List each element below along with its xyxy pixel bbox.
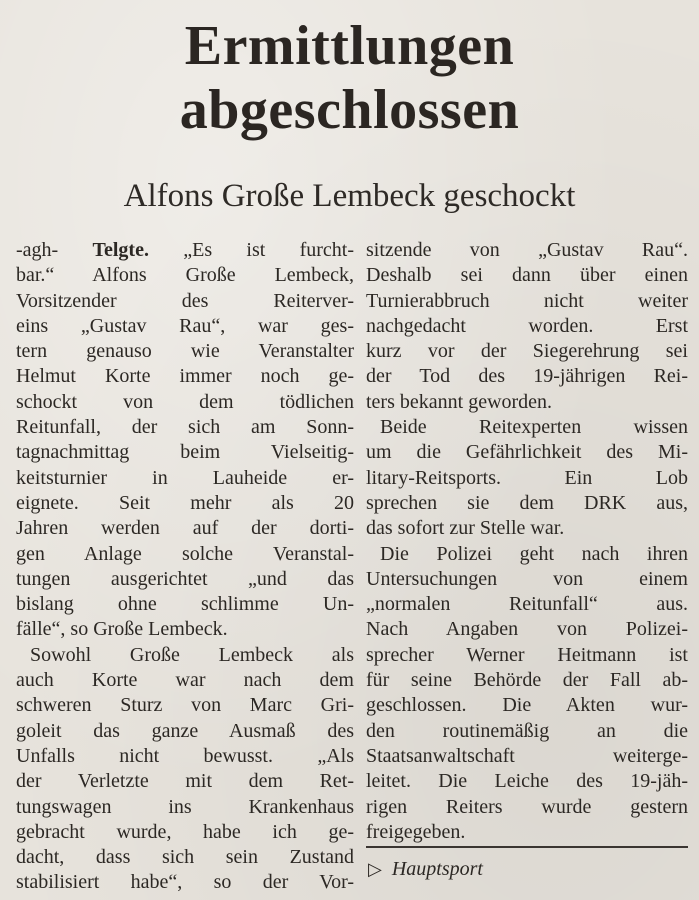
- dateline: Telgte.: [92, 239, 149, 261]
- article-line: der Verletzte mit dem Ret-: [16, 770, 354, 793]
- article-line: den routinemäßig an die: [366, 719, 688, 742]
- headline-line-2: abgeschlossen: [179, 79, 520, 141]
- article-line: um die Gefährlichkeit des Mi-: [366, 441, 688, 464]
- article-line: eignete. Seit mehr als 20: [16, 491, 354, 514]
- section-reference-label: Hauptsport: [391, 858, 483, 880]
- article-line: Vorsitzender des Reiterver-: [16, 289, 354, 312]
- section-reference: [368, 856, 483, 882]
- article-line: „normalen Reitunfall“ aus.: [366, 593, 688, 616]
- article-line: Unfalls nicht bewusst. „Als: [16, 744, 354, 767]
- article-line: bar.“ Alfons Große Lembeck,: [16, 264, 354, 287]
- article-line: Die Polizei geht nach ihren: [380, 542, 688, 565]
- article-line: leitet. Die Leiche des 19-jäh-: [366, 770, 688, 793]
- article-line: eins „Gustav Rau“, war ges-: [16, 314, 354, 337]
- article-line: stabilisiert habe“, so der Vor-: [16, 871, 354, 894]
- article-line: tern genauso wie Veranstalter: [16, 340, 354, 363]
- article-column-left: [16, 238, 354, 896]
- article-line: Helmut Korte immer noch ge-: [16, 365, 354, 388]
- article-line: sprecher Werner Heitmann ist: [366, 643, 688, 666]
- article-line: ters bekannt geworden.: [366, 390, 553, 413]
- article-line: schockt von dem tödlichen: [16, 390, 354, 413]
- article-line: freigegeben.: [366, 820, 466, 843]
- article-line: tagnachmittag beim Vielseitig-: [16, 441, 354, 464]
- article-line: geschlossen. Die Akten wur-: [366, 694, 688, 717]
- article-line: Turnierabbruch nicht weiter: [366, 289, 688, 312]
- headline: [0, 14, 699, 142]
- reference-divider: [366, 846, 688, 848]
- article-line: sitzende von „Gustav Rau“.: [366, 239, 688, 261]
- article-line: der Tod des 19-jährigen Rei-: [366, 365, 688, 388]
- article-line: schweren Sturz von Marc Gri-: [16, 694, 354, 717]
- article-line: Reitunfall, der sich am Sonn-: [16, 416, 354, 439]
- article-line: litary-Reitsports. Ein Lob: [366, 466, 688, 489]
- article-line: sprechen sie dem DRK aus,: [366, 491, 688, 514]
- article-column-right: [366, 238, 688, 845]
- article-line: rigen Reiters wurde gestern: [366, 795, 688, 818]
- triangle-right-icon: ▷: [368, 859, 382, 879]
- article-line: Nach Angaben von Polizei-: [366, 618, 688, 641]
- article-line: keitsturnier in Lauheide er-: [16, 466, 354, 489]
- article-line: Beide Reitexperten wissen: [380, 416, 688, 439]
- article-line: auch Korte war nach dem: [16, 669, 354, 692]
- article-line-text: „Es ist furcht-: [183, 239, 354, 261]
- article-line: Jahren werden auf der dorti-: [16, 517, 354, 540]
- article-line: gebracht wurde, habe ich ge-: [16, 820, 354, 843]
- article-line: dacht, dass sich sein Zustand: [16, 846, 354, 869]
- byline: -agh-: [16, 239, 59, 261]
- article-line: gen Anlage solche Veranstal-: [16, 542, 354, 565]
- article-line: tungen ausgerichtet „und das: [16, 567, 354, 590]
- article-line: Untersuchungen von einem: [366, 567, 688, 590]
- article-line: fälle“, so Große Lembeck.: [16, 618, 228, 641]
- subheadline: Alfons Große Lembeck geschockt: [123, 178, 576, 214]
- article-line: für seine Behörde der Fall ab-: [366, 669, 688, 692]
- article-line: Deshalb sei dann über einen: [366, 264, 688, 287]
- article-line: tungswagen ins Krankenhaus: [16, 795, 354, 818]
- article-line: bislang ohne schlimme Un-: [16, 593, 354, 616]
- article-line: Staatsanwaltschaft weiterge-: [366, 744, 688, 767]
- article-line: goleit das ganze Ausmaß des: [16, 719, 354, 742]
- article-line: nachgedacht worden. Erst: [366, 314, 688, 337]
- article-line: kurz vor der Siegerehrung sei: [366, 340, 688, 363]
- article-line: [16, 238, 354, 263]
- article-line: Sowohl Große Lembeck als: [30, 643, 354, 666]
- article-line: das sofort zur Stelle war.: [366, 517, 565, 540]
- headline-line-1: Ermittlungen: [184, 15, 515, 77]
